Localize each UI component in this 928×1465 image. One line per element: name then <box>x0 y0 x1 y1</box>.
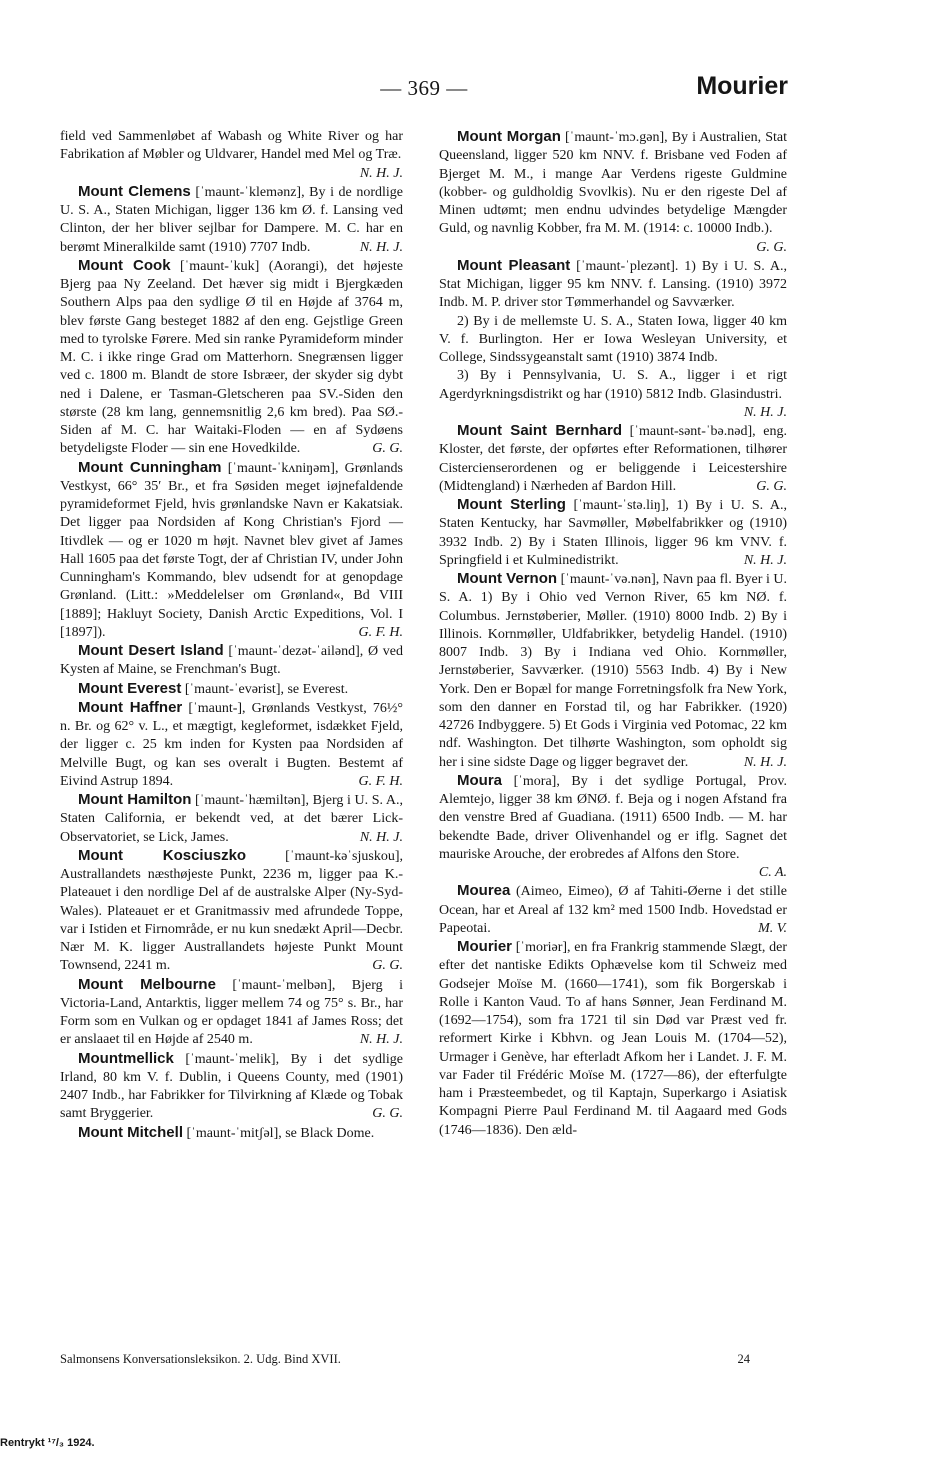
author-signature: N. H. J. <box>743 754 787 770</box>
entry-headword: Mourea <box>457 882 511 900</box>
entry-headword: Mount Cook <box>78 256 171 274</box>
entry-text: [ˈmaunt-ˈmɔ.gən], By i Australien, Stat Queensland, ligger 520 km NNV. f. Brisbane ved Foden af Bjerget M. M., i mange Aar Verdens rigeste Guldmine (kobber- og guldholdig Svovlkis). Nu er den rigeste Del af Minen udtømt; men endnu udvindes betydelige Mængder Guld, og navnlig Kobber, fra M. M. (1914: c. 10000 Indb.). <box>439 130 787 237</box>
entry-text: [ˈmaunt-sənt-ˈbə.nəd], eng. Kloster, det første, der opførtes efter Reformationen, tilhører Cistercienserordenen og er beliggende i Leicestershire (Midtengland) i Nærheden af Bardon Hill. <box>439 424 787 494</box>
entry-text: [ˈmora], By i det sydlige Portugal, Prov. Alemtejo, ligger 38 km ØNØ. f. Beja og i nogen Afstand fra den venstre Bred af Guadiana. (1911) 6500 Indb. — M. har bekendte Bade, driver Olivenhandel og er iflg. Sagnet det mauriske Arouche, der erobredes af Alfons den Store. <box>439 773 787 862</box>
author-signature: G. G. <box>372 1106 403 1122</box>
entry-text: [ˈmaunt-ˈvə.nən], Navn paa fl. Byer i U. S. A. 1) By i Ohio ved Vernon River, 65 km NØ. f. Columbus. Jernstøberier, Møller. (1910) 8000 Indb. 2) By i Illinois. Kornmøller, Uldfabrikker, betydelig Handel. (1910) 8007 Indb. 3) By i Indiana ved Ohio. Kornmøller, Jernstøberier, Savværker. (1910) 5563 Indb. 4) By i New York. Den er Bopæl for mange Forretningsfolk fra New York, som den danner en Forstad til, og har Fabrikker. (1920) 42726 Indbyggere. 5) Et Gods i Virginia ved Potomac, 22 km ndf. Washington. Det tilhørte Washington, som opholdt sig her i sine sidste Dage og ligger begravet der. <box>439 572 787 770</box>
dictionary-entry <box>60 1050 403 1124</box>
dictionary-entry <box>60 642 403 680</box>
dictionary-entry <box>60 183 403 257</box>
entry-headword: Mourier <box>457 938 513 955</box>
dictionary-entry <box>439 772 787 883</box>
author-signature: N. H. J. <box>359 1032 403 1048</box>
author-signature: N. H. J. <box>743 404 787 420</box>
dictionary-entry <box>60 257 403 459</box>
page-footer <box>60 1352 750 1367</box>
entry-text: [ˈmaunt-kəˈsjuskou], Australlandets næsthøjeste Punkt, 2236 m, ligger paa K.-Plateauet i den nordlige Del af de australske Alper (Ny-Syd-Wales). Plateauet er et Granitmassiv med afrundede Toppe, var i Istiden et Firnområde, er nu kun snedækt April—Decbr. Nær M. K. ligger Australlandets højeste Punkt Mount Townsend, 2241 m. <box>60 848 403 974</box>
entry-text: field ved Sammenløbet af Wabash og White River og har Fabrikation af Møbler og Uldvarer, Handel med Mel og Træ. <box>60 129 403 163</box>
entry-headword: Mount Saint Bernhard <box>457 422 622 439</box>
author-signature: G. F. H. <box>358 624 403 640</box>
dictionary-entry <box>439 128 787 257</box>
entry-headword: Mount Haffner <box>78 698 183 716</box>
dictionary-entry <box>439 422 787 496</box>
author-signature: N. H. J. <box>743 552 787 568</box>
entry-text: [ˈmaunt-ˈdezət-ˈailənd], Ø ved Kysten af Maine, se Frenchman's Bugt. <box>60 644 403 678</box>
sheet-signature: 24 <box>737 1352 750 1366</box>
entry-headword: Mount Clemens <box>78 182 191 200</box>
entry-headword: Mount Pleasant <box>457 256 571 274</box>
entry-headword: Mount Sterling <box>457 496 566 513</box>
entry-text: [ˈmaunt-ˈevərist], se Everest. <box>181 681 349 697</box>
author-signature: G. G. <box>756 239 787 255</box>
entry-headword: Mount Vernon <box>457 570 558 587</box>
dictionary-entry <box>60 459 403 643</box>
dictionary-entry <box>439 496 787 570</box>
entry-headword: Mount Morgan <box>457 128 561 145</box>
entry-headword: Mount Desert Island <box>78 642 224 659</box>
entry-text: (Aimeo, Eimeo), Ø af Tahiti-Øerne i det stille Ocean, har et Areal af 132 km² med 1500 Indb. Hovedstad er Papeotai. <box>439 884 787 936</box>
dictionary-entry <box>60 128 403 183</box>
dictionary-entry <box>60 791 403 847</box>
entry-headword: Mount Hamilton <box>78 791 192 808</box>
entry-text: 2) By i de mellemste U. S. A., Staten Iowa, ligger 40 km V. f. Burlington. Her er Iowa Wesleyan University, et College, Sindssygeanstalt samt (1910) 3874 Indb. <box>439 313 787 365</box>
entry-headword: Mount Cunningham <box>78 458 222 476</box>
dictionary-entry <box>60 680 403 699</box>
entry-headword: Mountmellick <box>78 1049 174 1067</box>
author-signature: G. G. <box>372 958 403 974</box>
entry-headword: Mount Melbourne <box>78 975 216 993</box>
left-column <box>60 128 403 1143</box>
entry-headword: Moura <box>457 771 502 789</box>
entry-text: [ˈmaunt-ˈstə.liŋ], 1) By i U. S. A., Staten Kentucky, har Savmøller, Møbelfabrikker og (1910) 3932 Indb. 2) By i Staten Illinois, ligger 96 km VNV. f. Springfield i et Kulminedistrikt. <box>439 498 787 568</box>
entry-text: [ˈmaunt-], Grønlands Vestkyst, 76½° n. Br. og 62° v. L., et mægtigt, kegleformet, isdækket Fjeld, der ligger c. 25 km inden for Kysten paa Nordsiden af Melville Bugt, og kan ses overalt i Bugten. Bestemt af Eivind Astrup 1894. <box>60 700 404 789</box>
entry-text: [ˈmaunt-ˈkuk] (Aorangi), det højeste Bjerg paa Ny Zeeland. Det hæver sig midt i Bjergkæden Southern Alps paa den sydlige Ø til en Højde af 3764 m, blev første Gang besteget 1882 af den eng. Gejstlige Green med to tyrolske Førere. Med sin ranke Pyramideform minder M. C. i ikke ringe Grad om Matterhorn. Snegrænsen ligger ved c. 1800 m. Blandt de store Isbræer, der skyder sig dybt ned i Dalene, er Tasman-Gletscheren paa SV.-Siden den største (28 km lang, gennemsnitlig 2,6 km bred). Paa SØ.-Siden af M. C. har Waitaki-Floden — en af Sydøens betydeligste Floder — sin ene Hovedkilde. <box>60 258 403 457</box>
entry-text: [ˈmaunt-ˈmitʃəl], se Black Dome. <box>183 1125 375 1141</box>
footer-title: Salmonsens Konversationsleksikon. 2. Udg. Bind XVII. <box>60 1352 341 1366</box>
entry-text: [ˈmaunt-ˈplezənt]. 1) By i U. S. A., Stat Michigan, ligger 95 km NNV. f. Lansing. (1910) 3972 Indb. M. P. driver stor Tømmerhandel og Savværker. <box>439 258 787 311</box>
entry-text: [ˈmoriər], en fra Frankrig stammende Slægt, der efter det nantiske Edikts Ophævelse kom til Schweiz med Godsejer Moïse M. (1660—1741), som fik Borgerskab i Rolle i Kanton Vaud. To af hans Sønner, Jean Ferdinand M. (1692—1754), som fra 1721 til sin Død var Præst ved fr. reformert Kirke i Kbhvn. og Jean Louis M. (1704—52), Urmager i Genève, har efterladt Afkom her i Landet. J. F. M. var Fader til Frédéric Moïse M. (1727—86), der efterfulgte ham i Præsteembedet, og til Kaptajn, Superkargo i Asiatisk Kompagni Pierre Paul Ferdinand M. til Aagaard med Gods (1746—1836). Den æld- <box>439 940 787 1138</box>
author-signature: N. H. J. <box>359 165 403 181</box>
author-signature: G. G. <box>372 441 403 457</box>
author-signature: N. H. J. <box>359 239 403 255</box>
entry-headword: Mount Everest <box>78 679 182 697</box>
dictionary-entry <box>439 570 787 772</box>
dictionary-entry <box>439 367 787 422</box>
author-signature: G. F. H. <box>358 773 403 789</box>
dictionary-entry <box>60 1124 403 1143</box>
entry-text: [ˈmaunt-ˈhæmiltən], Bjerg i U. S. A., Staten California, er bekendt ved, at det bærer Lick-Observatoriet, se Lick, James. <box>60 793 403 845</box>
dictionary-entry <box>60 847 403 976</box>
entry-headword: Mount Kosciuszko <box>78 846 247 864</box>
entry-text: [ˈmaunt-ˈklemənz], By i de nordlige U. S. A., Staten Michigan, ligger 136 km Ø. f. Lansing ved Clinton, der her bliver sejlbar for Dampere. M. C. har en berømt Mineralkilde samt (1910) 7707 Indb. <box>60 184 403 255</box>
page-header <box>60 72 788 106</box>
entry-headword: Mount Mitchell <box>78 1123 183 1141</box>
dictionary-entry <box>439 313 787 368</box>
author-signature: G. G. <box>756 478 787 494</box>
running-head: Mourier <box>696 72 788 100</box>
dictionary-entry <box>60 699 403 791</box>
dictionary-entry <box>60 976 403 1050</box>
entry-text: [ˈmaunt-ˈmelbən], Bjerg i Victoria-Land, Antarktis, ligger mellem 74 og 75° s. Br., har Form som en Vulkan og er opdaget 1841 af James Ross; det er anslaaet til en Højde af 2540 m. <box>60 977 403 1048</box>
dictionary-entry <box>439 938 787 1140</box>
dictionary-entry <box>439 882 787 938</box>
entry-text: 3) By i Pennsylvania, U. S. A., ligger i et rigt Agerdyrkningsdistrikt og har (1910) 5812 Indb. Glasindustri. <box>439 368 787 402</box>
dictionary-entry <box>439 257 787 313</box>
author-signature: M. V. <box>758 920 787 936</box>
author-signature: N. H. J. <box>359 829 403 845</box>
entry-text: [ˈmaunt-ˈmelik], By i det sydlige Irland, 80 km V. f. Dublin, i Queens County, med (1901) 2407 Indb., har Fabrikker for Tilvirkning af Klæde og Tobak samt Bryggerier. <box>60 1051 403 1122</box>
entry-text: [ˈmaunt-ˈkʌniŋəm], Grønlands Vestkyst, 66° 35′ Br., et fra Søsiden meget iøjnefaldende pyramideformet Fjeld, hvis grønlandske Navn er Kakatsiak. Det ligger paa Nordsiden af Kong Christian's Fjord — Itivdlek — og er 1020 m højt. Navnet blev givet af James Hall 1605 paa det første Togt, der af Christian IV, under John Cunningham's Kommando, blev udsendt for at genopdage Grønland. (Litt.: »Meddelelser om Grønland«, Bd VIII [1889]; Hakluyt Society, Danish Arctic Expeditions, Vol. I [1897]). <box>60 460 403 640</box>
author-signature: C. A. <box>758 865 787 880</box>
right-column <box>439 128 787 1140</box>
page-number: — 369 — <box>380 76 468 100</box>
printing-note: Rentrykt ¹⁷/₃ 1924. <box>0 1437 95 1449</box>
